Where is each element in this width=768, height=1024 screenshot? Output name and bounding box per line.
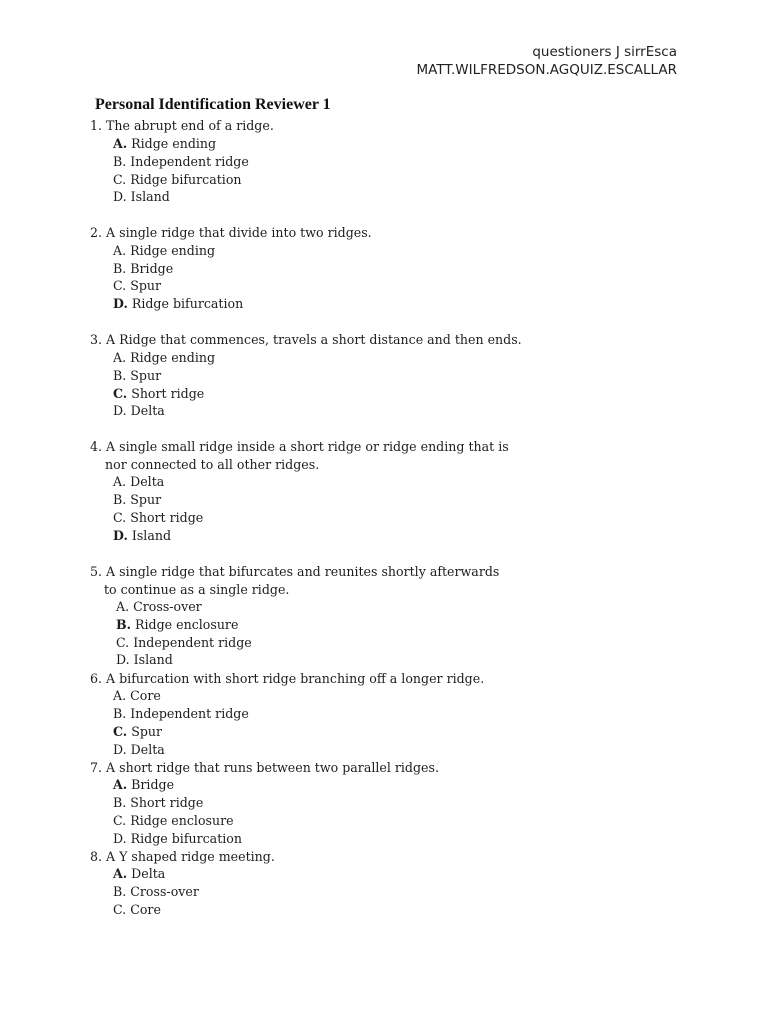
answer-option xyxy=(113,865,165,883)
answer-option xyxy=(116,651,173,669)
document-header xyxy=(416,43,677,79)
answer-option xyxy=(113,295,243,313)
answer-text: Bridge xyxy=(127,777,175,792)
answer-text: Ridge bifurcation xyxy=(127,296,244,311)
answer-option xyxy=(113,171,242,189)
answer-letter: D. xyxy=(113,189,127,204)
question-text: 1. The abrupt end of a ridge. xyxy=(90,118,274,133)
answer-text: Delta xyxy=(126,474,165,489)
answer-option xyxy=(113,188,170,206)
answer-text: Cross-over xyxy=(126,884,199,899)
answer-option xyxy=(113,705,249,723)
question-text: nor connected to all other ridges. xyxy=(105,457,320,472)
answer-option xyxy=(113,723,162,741)
answer-option xyxy=(113,491,161,509)
answer-option xyxy=(113,277,161,295)
answer-option xyxy=(113,901,161,919)
answer-letter: B. xyxy=(113,706,127,721)
answer-text: Island xyxy=(129,652,173,667)
answer-text: Independent ridge xyxy=(126,706,249,721)
answer-text: Ridge ending xyxy=(126,243,216,258)
answer-option xyxy=(113,776,174,794)
answer-letter: D. xyxy=(113,831,127,846)
answer-letter-correct: D. xyxy=(113,296,128,311)
answer-option xyxy=(113,260,173,278)
answer-letter-correct: C. xyxy=(113,724,128,739)
answer-letter: C. xyxy=(113,813,127,828)
answer-text: Ridge enclosure xyxy=(131,617,239,632)
answer-letter: C. xyxy=(113,902,127,917)
answer-text: Ridge bifurcation xyxy=(126,172,242,187)
answer-letter: D. xyxy=(113,403,127,418)
answer-text: Spur xyxy=(127,724,163,739)
answer-option xyxy=(113,527,171,545)
answer-text: Ridge bifurcation xyxy=(126,831,242,846)
answer-text: Spur xyxy=(126,492,162,507)
answer-text: Spur xyxy=(126,278,162,293)
answer-option xyxy=(116,634,252,652)
answer-option xyxy=(113,812,234,830)
answer-option xyxy=(113,883,199,901)
answer-letter-correct: A. xyxy=(113,866,128,881)
answer-letter-correct: C. xyxy=(113,386,128,401)
answer-letter: D. xyxy=(113,742,127,757)
answer-text: Short ridge xyxy=(127,386,205,401)
answer-letter: B. xyxy=(113,884,127,899)
answer-text: Delta xyxy=(127,866,166,881)
answer-text: Short ridge xyxy=(126,795,204,810)
answer-letter: B. xyxy=(113,154,127,169)
answer-letter: D. xyxy=(116,652,130,667)
header-line-1: questioners J sirrEsca xyxy=(532,44,677,60)
answer-letter: B. xyxy=(113,368,127,383)
question-text: 2. A single ridge that divide into two ridges. xyxy=(90,225,372,240)
question-text: to continue as a single ridge. xyxy=(104,582,290,597)
answer-option xyxy=(113,242,215,260)
answer-text: Core xyxy=(126,902,161,917)
answer-text: Independent ridge xyxy=(126,154,249,169)
answer-letter: C. xyxy=(113,172,127,187)
answer-option xyxy=(113,349,215,367)
answer-text: Short ridge xyxy=(126,510,204,525)
answer-text: Spur xyxy=(126,368,162,383)
answer-letter-correct: A. xyxy=(113,777,128,792)
answer-text: Ridge ending xyxy=(127,136,217,151)
answer-option xyxy=(116,598,202,616)
answer-text: Ridge enclosure xyxy=(126,813,234,828)
answer-option xyxy=(113,830,242,848)
answer-letter: C. xyxy=(113,278,127,293)
answer-option xyxy=(113,135,216,153)
question-text: 7. A short ridge that runs between two parallel ridges. xyxy=(90,760,439,775)
answer-letter: B. xyxy=(113,261,127,276)
answer-text: Cross-over xyxy=(129,599,202,614)
answer-letter: A. xyxy=(113,688,127,703)
answer-text: Ridge ending xyxy=(126,350,216,365)
header-line-2: MATT.WILFREDSON.AGQUIZ.ESCALLAR xyxy=(416,62,677,78)
answer-letter: A. xyxy=(116,599,130,614)
answer-letter: C. xyxy=(113,510,127,525)
question-text: 6. A bifurcation with short ridge branching off a longer ridge. xyxy=(90,671,485,686)
answer-letter: A. xyxy=(113,474,127,489)
answer-letter: B. xyxy=(113,492,127,507)
answer-text: Core xyxy=(126,688,161,703)
answer-letter-correct: A. xyxy=(113,136,128,151)
answer-option xyxy=(113,153,249,171)
answer-option xyxy=(113,687,161,705)
answer-letter-correct: D. xyxy=(113,528,128,543)
question-text: 5. A single ridge that bifurcates and reunites shortly afterwards xyxy=(90,564,500,579)
answer-text: Delta xyxy=(126,403,165,418)
answer-letter: B. xyxy=(113,795,127,810)
answer-text: Independent ridge xyxy=(129,635,252,650)
answer-option xyxy=(116,616,238,634)
answer-option xyxy=(113,367,161,385)
answer-letter: A. xyxy=(113,350,127,365)
answer-option xyxy=(113,741,165,759)
answer-text: Delta xyxy=(126,742,165,757)
answer-option xyxy=(113,473,164,491)
answer-letter: A. xyxy=(113,243,127,258)
question-text: 8. A Y shaped ridge meeting. xyxy=(90,849,275,864)
answer-letter: C. xyxy=(116,635,130,650)
question-text: 3. A Ridge that commences, travels a short distance and then ends. xyxy=(90,332,522,347)
answer-option xyxy=(113,402,165,420)
question-text: 4. A single small ridge inside a short ridge or ridge ending that is xyxy=(90,439,509,454)
answer-text: Island xyxy=(126,189,170,204)
answer-letter-correct: B. xyxy=(116,617,132,632)
answer-option xyxy=(113,385,204,403)
answer-text: Bridge xyxy=(126,261,174,276)
answer-option xyxy=(113,509,203,527)
document-title: Personal Identification Reviewer 1 xyxy=(95,96,331,113)
answer-text: Island xyxy=(127,528,172,543)
answer-option xyxy=(113,794,203,812)
